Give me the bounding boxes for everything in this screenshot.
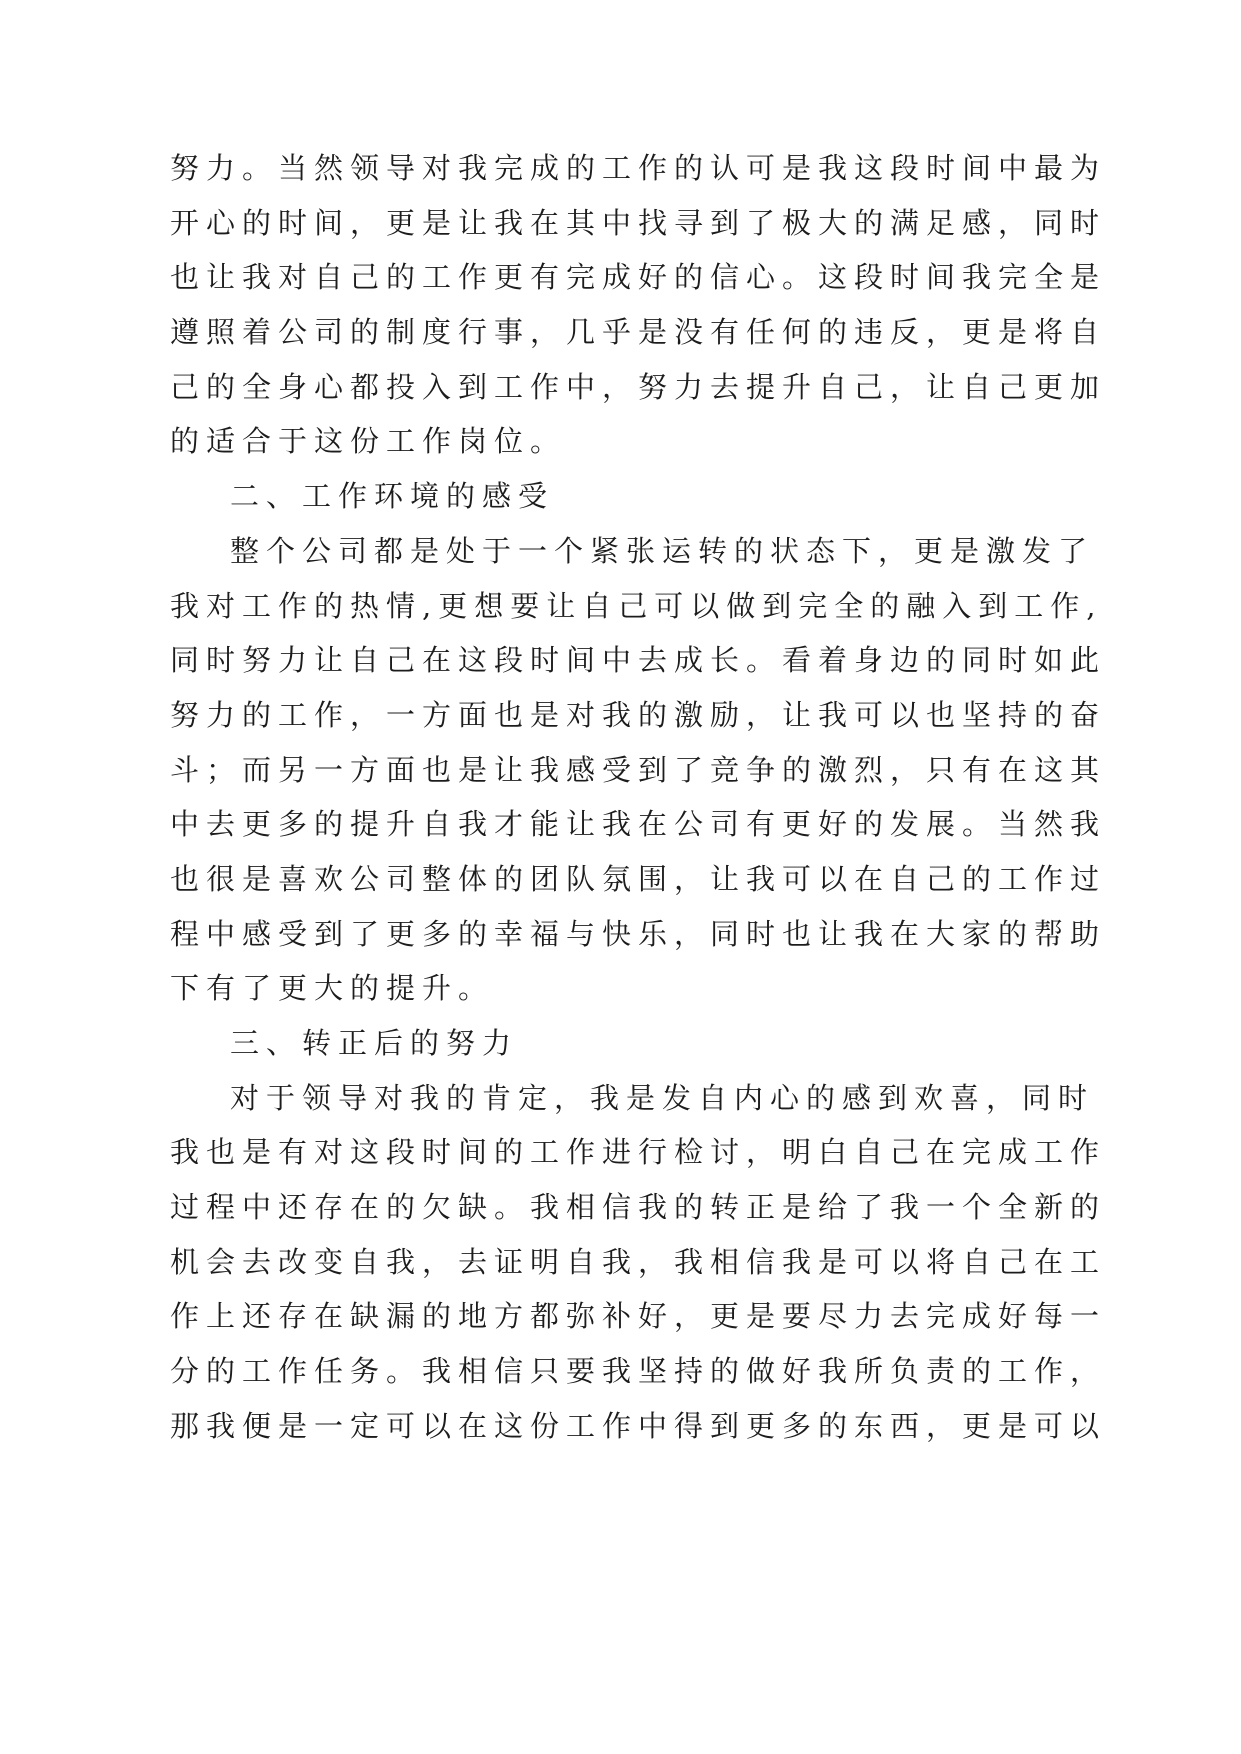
text-line: 斗；而另一方面也是让我感受到了竞争的激烈，只有在这其 <box>170 752 1107 787</box>
text-line: 的适合于这份工作岗位。 <box>170 424 567 459</box>
text-line: 同时努力让自己在这段时间中去成长。看着身边的同时如此 <box>170 643 1107 678</box>
document-body <box>170 141 1107 1454</box>
text-line: 分的工作任务。我相信只要我坚持的做好我所负责的工作， <box>170 1354 1107 1389</box>
text-line: 己的全身心都投入到工作中，努力去提升自己，让自己更加 <box>170 369 1107 404</box>
text-line: 下有了更大的提升。 <box>170 971 495 1006</box>
section-heading: 三、转正后的努力 <box>230 1026 519 1060</box>
text-line: 作上还存在缺漏的地方都弥补好，更是要尽力去完成好每一 <box>170 1299 1107 1334</box>
text-line: 我也是有对这段时间的工作进行检讨，明白自己在完成工作 <box>170 1135 1107 1170</box>
text-line: 整个公司都是处于一个紧张运转的状态下，更是激发了 <box>230 533 1095 568</box>
text-line: 我对工作的热情,更想要让自己可以做到完全的融入到工作, <box>170 588 1103 623</box>
text-line: 也很是喜欢公司整体的团队氛围，让我可以在自己的工作过 <box>170 861 1107 896</box>
text-line: 开心的时间，更是让我在其中找寻到了极大的满足感，同时 <box>170 205 1107 240</box>
text-line: 那我便是一定可以在这份工作中得到更多的东西，更是可以 <box>170 1408 1107 1443</box>
text-line: 中去更多的提升自我才能让我在公司有更好的发展。当然我 <box>170 807 1107 842</box>
text-line: 努力。当然领导对我完成的工作的认可是我这段时间中最为 <box>170 151 1107 185</box>
text-line: 程中感受到了更多的幸福与快乐，同时也让我在大家的帮助 <box>170 916 1107 951</box>
text-line: 对于领导对我的肯定，我是发自内心的感到欢喜，同时 <box>230 1080 1095 1115</box>
text-line: 努力的工作，一方面也是对我的激励，让我可以也坚持的奋 <box>170 697 1107 732</box>
text-line: 机会去改变自我，去证明自我，我相信我是可以将自己在工 <box>170 1244 1107 1279</box>
text-line: 也让我对自己的工作更有完成好的信心。这段时间我完全是 <box>170 260 1107 295</box>
text-line: 过程中还存在的欠缺。我相信我的转正是给了我一个全新的 <box>170 1190 1107 1225</box>
section-heading: 二、工作环境的感受 <box>230 479 555 514</box>
text-line: 遵照着公司的制度行事，几乎是没有任何的违反，更是将自 <box>170 315 1107 350</box>
